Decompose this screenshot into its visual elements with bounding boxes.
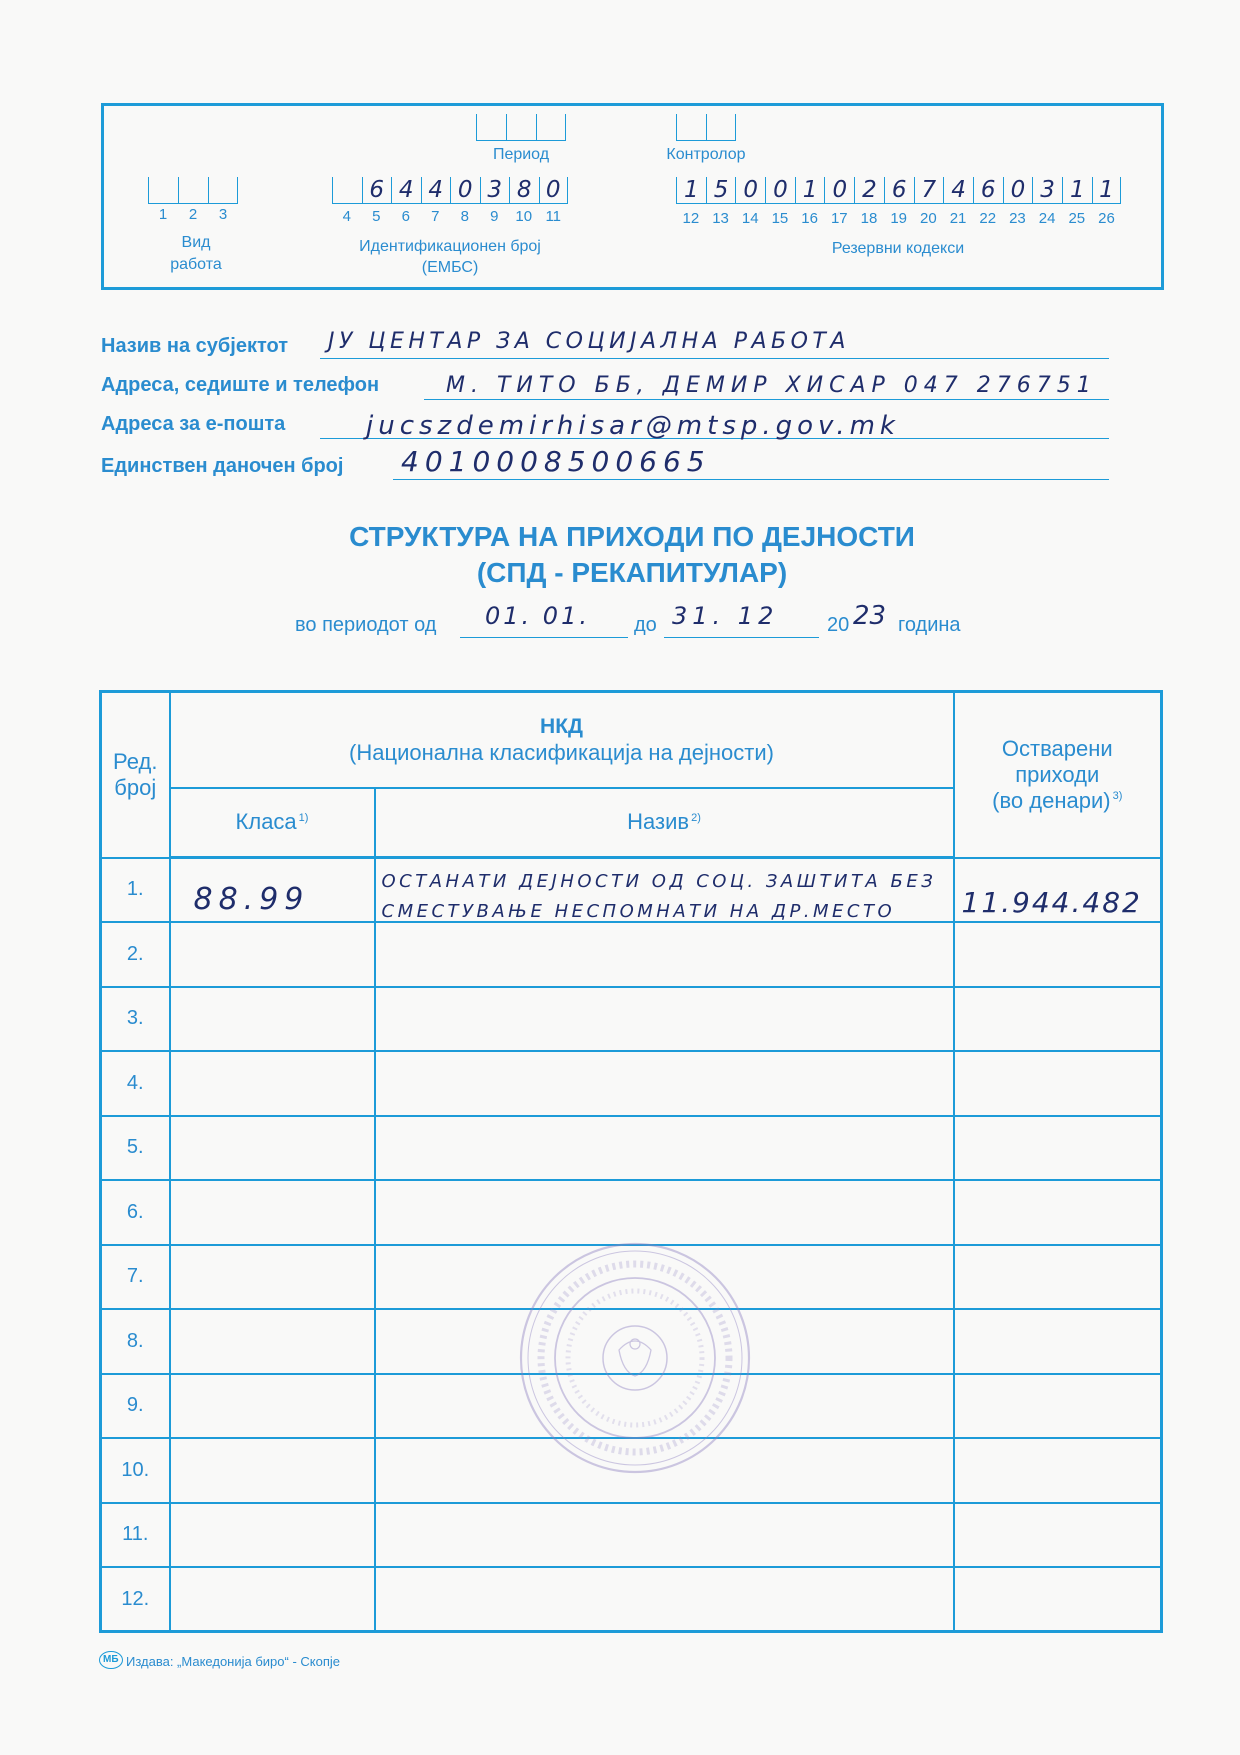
income-header-line3: (во денари) [992,787,1111,813]
document-title: СТРУКТУРА НА ПРИХОДИ ПО ДЕЈНОСТИ [349,521,915,552]
nkd-class-cell [170,987,375,1052]
income-cell [954,1438,1162,1503]
activity-name-cell [375,858,954,923]
income-cell [954,1245,1162,1310]
row-number-header-line1: Ред. [113,748,158,774]
reserve-code-digit-box: 0 [824,177,854,204]
position-number: 1 [158,206,168,223]
activity-name-cell [375,987,954,1052]
row-number-cell [101,987,170,1052]
position-number: 2 [188,206,198,223]
row-number: 10. [121,1458,150,1481]
table-row [101,1051,1162,1116]
table-row [101,1503,1162,1568]
row-number: 9. [126,1394,144,1417]
work-type-label: Вид [181,234,211,251]
subject-name-label: Назив на субјектот [101,335,288,357]
income-footnote-mark: 3) [1112,790,1123,803]
table-row [101,858,1162,923]
reserve-code-digit-box: 1 [1062,177,1092,204]
reserve-code-boxes [676,177,1121,204]
period-to-label: до [634,614,657,636]
row-number-cell [101,1116,170,1181]
controller-digit-box [676,114,706,141]
embs-digit-box: 8 [509,177,539,204]
income-header-line3-wrap [955,788,1161,814]
row-number: 11. [122,1523,149,1546]
activity-name-line: СМЕСТУВАЊЕ НЕСПОМНАТИ НА ДР.МЕСТО [381,901,896,922]
reserve-code-digit-box: 7 [914,177,944,204]
income-cell [954,1051,1162,1116]
activity-name-cell [375,1116,954,1181]
nkd-title: НКД [540,714,583,738]
position-number: 17 [830,210,848,227]
table-header-row [101,692,1162,788]
reserve-code-digit-box: 1 [1092,177,1122,204]
row-number-header-line2: број [114,774,157,800]
position-number: 18 [860,210,878,227]
email-value: jucszdemirhisar@mtsp.gov.mk [366,411,900,441]
work-type-digit-box [148,177,178,204]
embs-digit-box: 0 [539,177,569,204]
income-value: 11.944.482 [961,885,1142,919]
row-number-cell [101,1051,170,1116]
position-number: 21 [949,210,967,227]
position-number: 13 [712,210,729,227]
activity-name-cell [375,922,954,987]
col-header-class [170,788,375,858]
embs-digit-box: 3 [480,177,510,204]
row-number: 5. [126,1136,144,1159]
tax-number-label: Единствен даночен број [101,455,344,477]
col-header-name [375,788,954,858]
row-number: 4. [126,1071,144,1094]
embs-digit-box: 4 [421,177,451,204]
publisher-note: Издава: „Македонија биро“ - Скопје [126,1654,341,1669]
class-footnote-mark: 1) [298,811,309,824]
col-header-nkd [170,692,954,788]
subject-name-underline [320,358,1109,359]
position-number: 19 [890,210,907,227]
income-cell [954,1503,1162,1568]
income-cell [954,1567,1162,1632]
reserve-code-digit-box: 6 [884,177,914,204]
period-from-underline [460,637,628,638]
official-stamp-seal [515,1238,755,1478]
activity-name-line: ОСТАНАТИ ДЕЈНОСТИ ОД СОЦ. ЗАШТИТА БЕЗ [381,871,937,892]
income-cell [954,858,1162,923]
activity-name-cell [375,1567,954,1632]
embs-digit-box: 0 [450,177,480,204]
position-number: 20 [920,210,937,227]
position-number: 9 [490,208,499,225]
reserve-code-digit-box: 4 [943,177,973,204]
period-prefix: во периодот од [295,614,437,636]
income-header-line1: Остварени [1001,735,1113,761]
income-cell [954,1180,1162,1245]
position-number: 25 [1068,210,1086,227]
work-type-digit-box [178,177,208,204]
row-number-cell [101,858,170,923]
embs-position-numbers [332,208,568,226]
controller-digit-box [706,114,736,141]
work-type-position-numbers [148,206,238,224]
reserve-code-digit-box: 1 [676,177,706,204]
position-number: 26 [1098,210,1115,227]
controller-label: Контролор [666,146,746,163]
period-to-value: 31. 12 [672,602,779,630]
address-value: М. ТИТО ББ, ДЕМИР ХИСАР 047 276751 [446,373,1097,398]
nkd-class-cell [170,858,375,923]
embs-digit-box: 4 [391,177,421,204]
row-number: 2. [126,942,144,965]
reserve-code-digit-box: 3 [1032,177,1062,204]
controller-boxes [676,114,736,141]
position-number: 3 [218,206,228,223]
row-number: 3. [126,1007,144,1030]
name-header-label: Назив [627,809,690,835]
work-type-boxes [148,177,238,204]
work-type-digit-box [208,177,238,204]
position-number: 15 [771,210,789,227]
reserve-code-digit-box: 2 [854,177,884,204]
position-number: 16 [801,210,818,227]
row-number-cell [101,1503,170,1568]
row-number-cell [101,1245,170,1310]
row-number: 6. [126,1200,144,1223]
nkd-class-value: 88.99 [193,882,310,917]
activity-name-cell [375,1503,954,1568]
nkd-subtitle: (Национална класификација на дејности) [349,739,774,765]
period-digit-box [476,114,506,141]
address-underline [424,399,1109,400]
nkd-class-cell [170,1438,375,1503]
row-number-cell [101,1567,170,1632]
col-header-row-number [101,692,170,858]
activity-name-cell [375,1051,954,1116]
year-label: година [898,614,961,636]
col-header-income [954,692,1162,858]
position-number: 22 [979,210,997,227]
reserve-code-digit-box: 5 [706,177,736,204]
email-label: Адреса за е-пошта [101,413,286,435]
nkd-class-cell [170,1051,375,1116]
address-label: Адреса, седиште и телефон [101,374,380,396]
position-number: 6 [401,208,410,225]
embs-digit-box: 6 [362,177,392,204]
tax-number-underline [393,479,1109,480]
position-number: 12 [682,210,700,227]
class-header-label: Класа [235,809,297,835]
nkd-class-cell [170,1567,375,1632]
income-cell [954,1116,1162,1181]
table-row [101,1180,1162,1245]
position-number: 24 [1038,210,1056,227]
nkd-class-cell [170,1245,375,1310]
row-number-cell [101,922,170,987]
position-number: 4 [342,208,351,225]
row-number: 8. [126,1329,144,1352]
publisher-logo: МБ [99,1651,123,1669]
position-number: 23 [1009,210,1026,227]
row-number: 12. [121,1587,150,1610]
period-from-value: 01. 01. [485,602,590,630]
position-number: 5 [372,208,381,225]
income-by-activity-table [99,690,1163,1633]
embs-boxes [332,177,568,204]
reserve-codes-label: Резервни кодекси [831,240,965,257]
income-header-line2: приходи [1015,761,1100,787]
table-row [101,1116,1162,1181]
nkd-class-cell [170,1309,375,1374]
activity-name-cell [375,1180,954,1245]
year-prefix: 20 [827,614,850,636]
reserve-code-digit-box: 0 [765,177,795,204]
nkd-class-cell [170,1180,375,1245]
table-row [101,1567,1162,1632]
table-row [101,922,1162,987]
row-number: 7. [126,1265,144,1288]
work-type-label-line2: работа [170,256,222,273]
row-number-cell [101,1374,170,1439]
period-boxes [476,114,566,141]
document-subtitle: (СПД - РЕКАПИТУЛАР) [476,557,788,588]
row-number-cell [101,1438,170,1503]
tax-number-value: 4010008500665 [401,445,711,478]
nkd-class-cell [170,1503,375,1568]
reserve-code-position-numbers [676,210,1121,228]
position-number: 14 [741,210,759,227]
reserve-code-digit-box: 1 [795,177,825,204]
name-footnote-mark: 2) [691,811,701,824]
reserve-code-digit-box: 6 [973,177,1003,204]
income-cell [954,987,1162,1052]
table-row [101,987,1162,1052]
income-cell [954,1309,1162,1374]
nkd-class-cell [170,1116,375,1181]
reserve-code-digit-box: 0 [735,177,765,204]
position-number: 10 [515,208,533,225]
embs-label: Идентификационен број [359,238,541,255]
income-cell [954,922,1162,987]
period-to-underline [664,637,819,638]
row-number-cell [101,1180,170,1245]
subject-name-value: ЈУ ЦЕНТАР ЗА СОЦИЈАЛНА РАБОТА [328,329,850,354]
position-number: 8 [460,208,469,225]
position-number: 11 [545,208,562,225]
embs-digit-box [332,177,362,204]
income-cell [954,1374,1162,1439]
period-digit-box [536,114,566,141]
row-number-cell [101,1309,170,1374]
period-label: Период [492,146,550,163]
position-number: 7 [431,208,440,225]
year-suffix-value: 23 [853,601,887,631]
row-number: 1. [126,878,144,901]
period-digit-box [506,114,536,141]
embs-label-line2: (ЕМБС) [421,259,479,276]
nkd-class-cell [170,1374,375,1439]
reserve-code-digit-box: 0 [1003,177,1033,204]
nkd-class-cell [170,922,375,987]
